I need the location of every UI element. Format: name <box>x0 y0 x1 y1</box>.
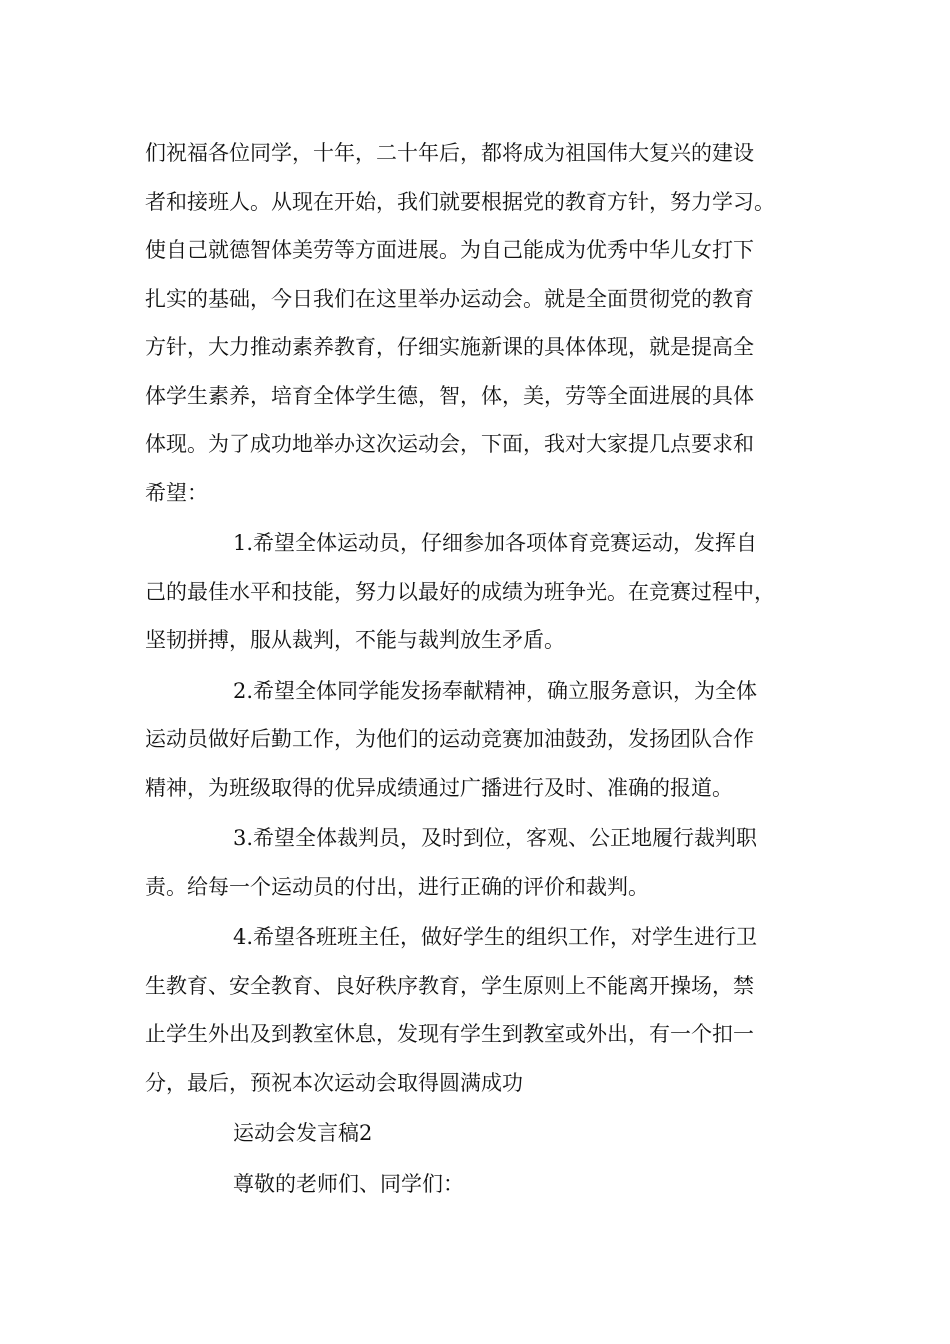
text-line: 体学生素养，培育全体学生德，智，体，美，劳等全面进展的具体 <box>145 383 754 408</box>
paragraph-intro <box>145 129 811 517</box>
text-line: 们祝福各位同学，十年，二十年后，都将成为祖国伟大复兴的建设 <box>145 141 754 165</box>
paragraph-item-2 <box>145 667 811 813</box>
paragraph-item-4 <box>145 913 811 1107</box>
text-line: 2.希望全体同学能发扬奉献精神，确立服务意识，为全体 <box>233 678 758 703</box>
text-line: 责。给每一个运动员的付出，进行正确的评价和裁判。 <box>145 874 649 899</box>
text-line: 使自己就德智体美劳等方面进展。为自己能成为优秀中华儿女打下 <box>145 238 754 262</box>
paragraph-item-3 <box>145 814 811 911</box>
text-line: 运动员做好后勤工作，为他们的运动竞赛加油鼓劲，发扬团队合作 <box>145 727 754 751</box>
text-line: 1.希望全体运动员，仔细参加各项体育竞赛运动，发挥自 <box>233 531 758 555</box>
text-line: 己的最佳水平和技能，努力以最好的成绩为班争光。在竞赛过程中， <box>145 579 775 604</box>
text-line: 方针，大力推动素养教育，仔细实施新课的具体体现，就是提高全 <box>145 335 754 359</box>
text-line: 尊敬的老师们、同学们： <box>233 1171 464 1196</box>
text-line: 扎实的基础，今日我们在这里举办运动会。就是全面贯彻党的教育 <box>145 286 754 311</box>
text-line: 4.希望各班班主任，做好学生的组织工作，对学生进行卫 <box>233 925 758 949</box>
text-line: 希望： <box>145 480 208 505</box>
text-line: 止学生外出及到教室休息，发现有学生到教室或外出，有一个扣一 <box>145 1022 754 1046</box>
document-body <box>145 129 811 1208</box>
text-line: 生教育、安全教育、良好秩序教育，学生原则上不能离开操场，禁 <box>145 973 754 998</box>
text-line: 者和接班人。从现在开始，我们就要根据党的教育方针，努力学习。 <box>145 189 775 214</box>
text-line: 分，最后，预祝本次运动会取得圆满成功 <box>145 1070 523 1095</box>
text-line: 坚韧拼搏，服从裁判，不能与裁判放生矛盾。 <box>145 628 565 652</box>
section-heading <box>145 1109 811 1158</box>
paragraph-item-1 <box>145 519 811 665</box>
heading-line: 运动会发言稿2 <box>233 1121 373 1145</box>
text-line: 3.希望全体裁判员，及时到位，客观、公正地履行裁判职 <box>233 826 758 850</box>
text-line: 精神，为班级取得的优异成绩通过广播进行及时、准确的报道。 <box>145 775 733 800</box>
text-line: 体现。为了成功地举办这次运动会，下面，我对大家提几点要求和 <box>145 432 754 456</box>
paragraph-greeting <box>145 1160 811 1209</box>
